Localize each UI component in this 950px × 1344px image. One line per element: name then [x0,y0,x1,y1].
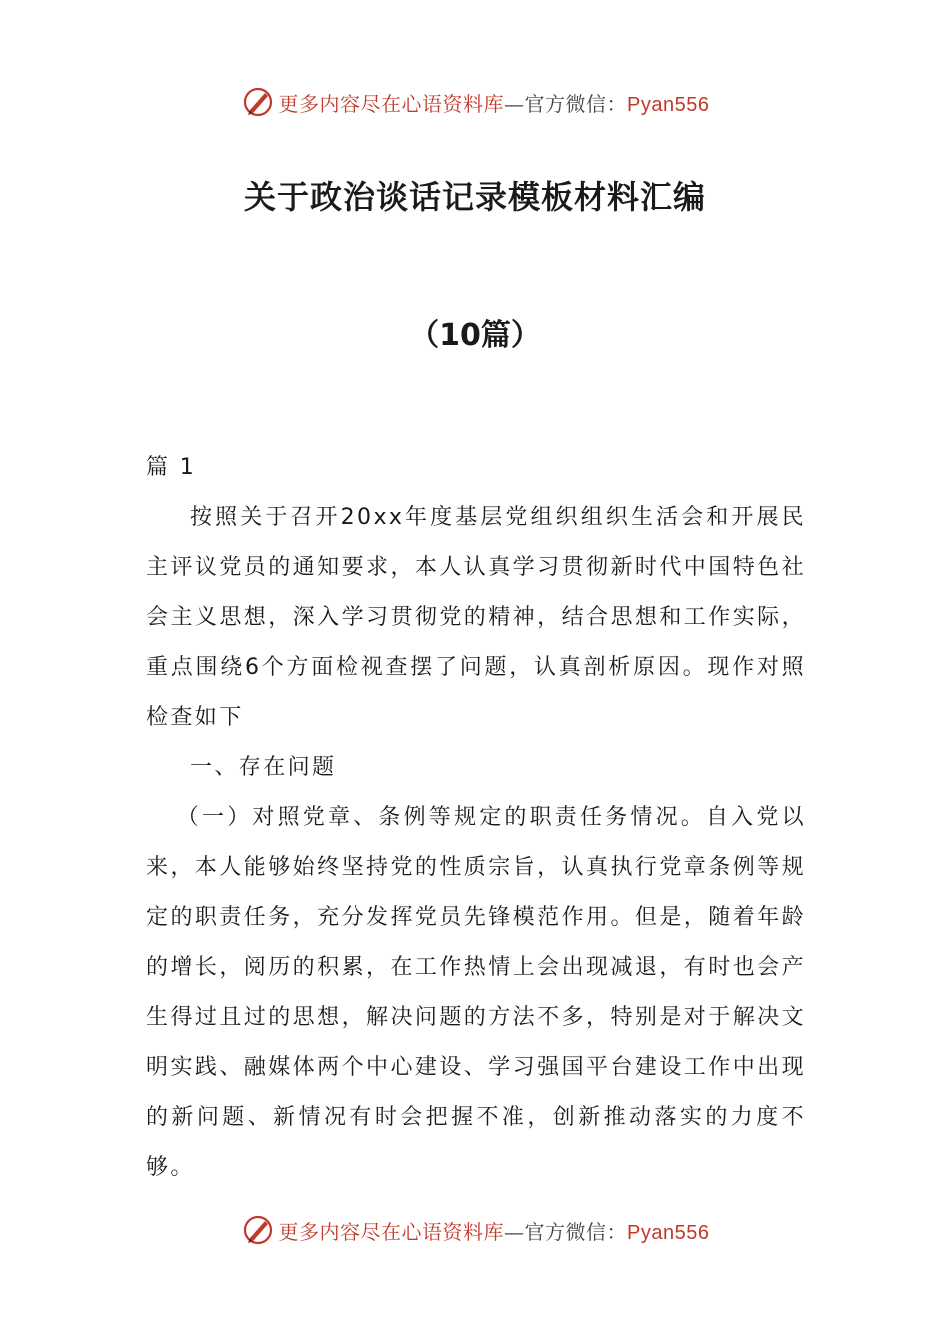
footer-official-label: 官方微信： [524,1219,628,1244]
heading-problems: 一、存在问题 [190,755,337,780]
pen-logo-icon [241,85,275,119]
footer-banner-text [279,1216,710,1245]
header-dash: — [504,91,525,116]
header-banner [0,82,950,122]
document-subtitle: （10篇） [409,318,541,353]
footer-dash: — [504,1219,525,1244]
footer-banner [0,1210,950,1250]
pen-logo-icon [241,1213,275,1247]
footer-site-text: 更多内容尽在心语资料库 [278,1219,505,1244]
header-wechat-id: Pyan556 [627,93,710,116]
footer-wechat-id: Pyan556 [627,1221,710,1244]
header-site-text: 更多内容尽在心语资料库 [278,91,505,116]
header-official-label: 官方微信： [524,91,628,116]
paragraph-problem-1: （一）对照党章、条例等规定的职责任务情况。自入党以来，本人能够始终坚持党的性质宗旨，认真执行党章条例等规定的职责任务，充分发挥党员先锋模范作用。但是，随着年龄的增长，阅历的积累，在工作热情上会出现减退，有时也会产生得过且过的思想，解决问题的方法不多，特别是对于解决文明实践、融媒体两个中心建设、学习强国平台建设工作中出现的新问题、新情况有时会把握不准，创新推动落实的力度不够。 [146,805,806,1180]
paragraph-intro: 按照关于召开20xx年度基层党组织组织生活会和开展民主评议党员的通知要求，本人认真学习贯彻新时代中国特色社会主义思想，深入学习贯彻党的精神，结合思想和工作实际，重点围绕6个方面检视查摆了问题，认真剖析原因。现作对照检查如下 [146,505,806,730]
section-label: 篇 1 [146,455,197,480]
document-title: 关于政治谈话记录模板材料汇编 [243,178,706,216]
header-banner-text [279,88,710,117]
document-body [146,443,806,1193]
